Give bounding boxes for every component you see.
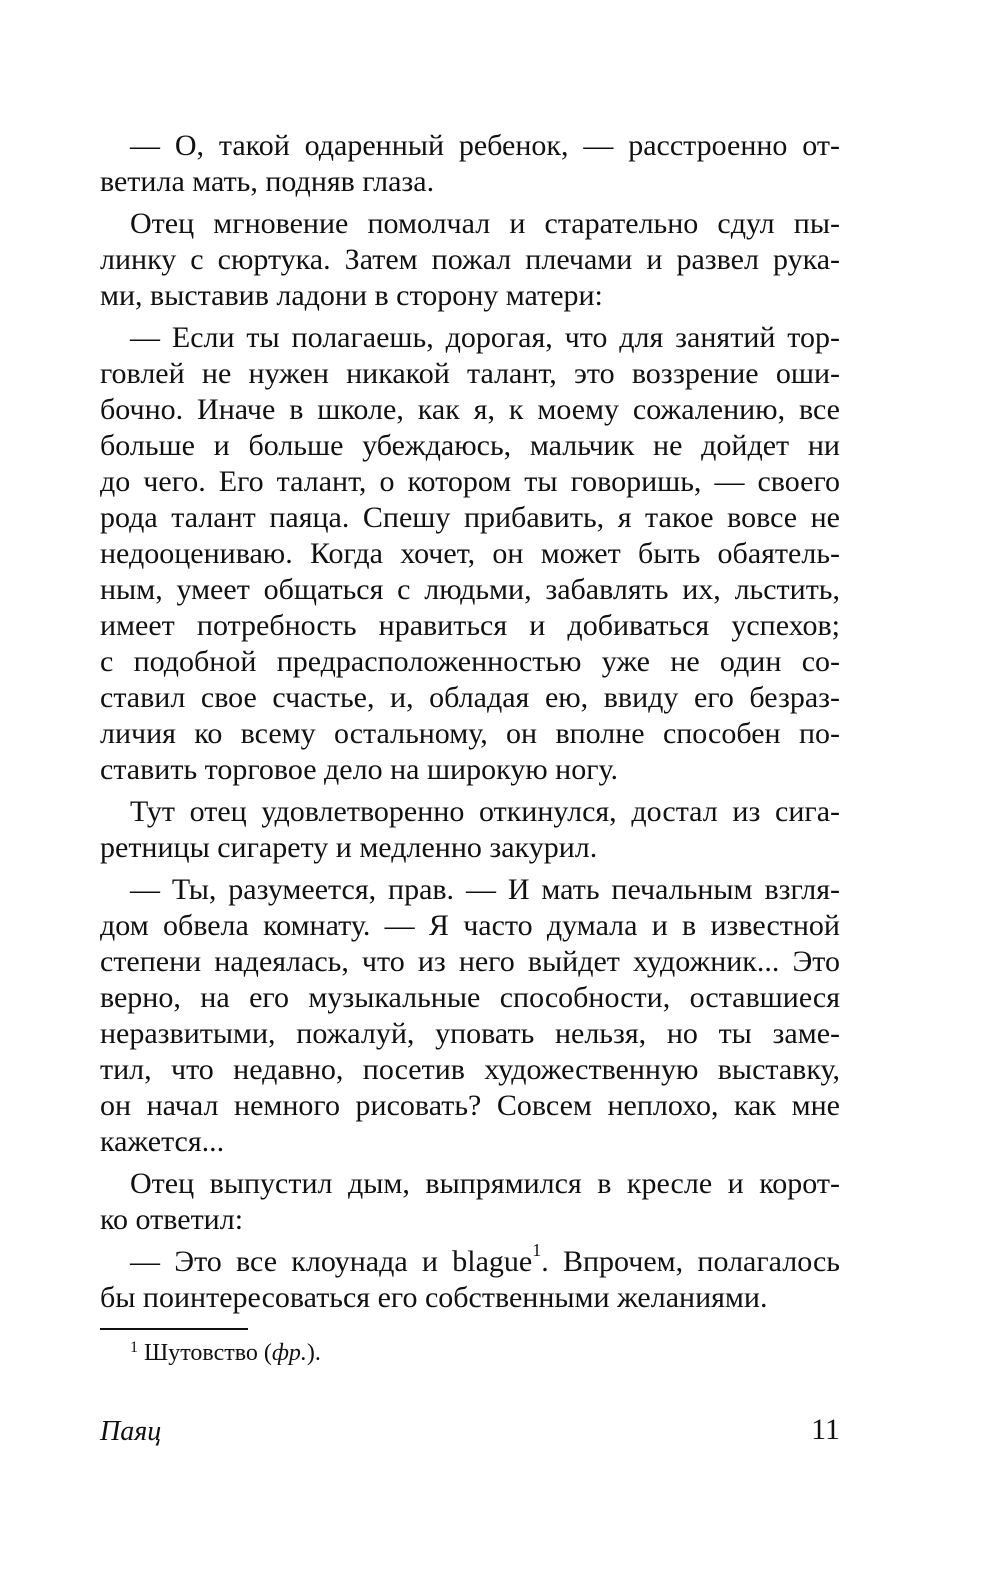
footnote-number: 1 xyxy=(130,1339,138,1356)
text-line: недооцениваю. Когда хочет, он может быть обаятель- xyxy=(100,537,840,570)
text-line: верно, на его музыкальные способности, оставшиеся xyxy=(100,981,840,1014)
text-line: Тут отец удовлетворенно откинулся, достал из сига- xyxy=(130,795,840,828)
paragraph-p3 xyxy=(100,320,840,788)
text-line: личия ко всему остальному, он вполне способен по- xyxy=(100,717,840,750)
text-line: неразвитыми, пожалуй, уповать нельзя, но ты заме- xyxy=(100,1017,840,1050)
body-text xyxy=(100,128,840,1316)
paragraph-p2 xyxy=(100,206,840,314)
text-line: бочно. Иначе в школе, как я, к моему сожалению, все xyxy=(100,393,840,426)
text-line: имеет потребность нравиться и добиваться успехов; xyxy=(100,609,840,642)
page-number: 11 xyxy=(811,1413,840,1446)
text-line: рода талант паяца. Спешу прибавить, я такое вовсе не xyxy=(100,501,840,534)
running-footer-title: Паяц xyxy=(100,1416,162,1447)
text-line: линку с сюртука. Затем пожал плечами и развел рука- xyxy=(100,243,840,276)
text-line: ретницы сигарету и медленно закурил. xyxy=(100,831,598,864)
text-line: бы поинтересоваться его собственными желаниями. xyxy=(100,1281,768,1314)
text-line: ко ответил: xyxy=(100,1203,244,1236)
text-line: — О, такой одаренный ребенок, — расстроенно от- xyxy=(130,129,840,162)
text-line: ставить торговое дело на широкую ногу. xyxy=(100,753,619,786)
text-line: ми, выставив ладони в сторону матери: xyxy=(100,279,603,312)
footnote-separator xyxy=(100,1328,248,1330)
text-line: Отец мгновение помолчал и старательно сдул пы- xyxy=(130,207,840,240)
paragraph-p5 xyxy=(100,872,840,1160)
text-line: кажется... xyxy=(100,1125,225,1158)
text-line: — Если ты полагаешь, дорогая, что для занятий тор- xyxy=(130,321,840,354)
text-line: степени надеялась, что из него выйдет художник... Это xyxy=(100,945,840,978)
text-line: ветила мать, подняв глаза. xyxy=(100,165,435,198)
text-line: говлей не нужен никакой талант, это воззрение оши- xyxy=(100,357,840,390)
text-line: Отец выпустил дым, выпрямился в кресле и корот- xyxy=(130,1167,840,1200)
text-line: с подобной предрасположенностью уже не один со- xyxy=(100,645,840,678)
paragraph-p1 xyxy=(100,128,840,200)
text-line: ным, умеет общаться с людьми, забавлять их, льстить, xyxy=(100,573,840,606)
text-line: он начал немного рисовать? Совсем неплохо, как мне xyxy=(100,1089,840,1122)
paragraph-p6 xyxy=(100,1166,840,1238)
footnote: $^1$ Шутовство (фр.). xyxy=(130,1339,321,1366)
paragraph-p7 xyxy=(100,1240,840,1316)
text-line: тил, что недавно, посетив художественную выставку, xyxy=(100,1053,840,1086)
paragraph-p4 xyxy=(100,794,840,866)
text-line: ставил свое счастье, и, обладая ею, ввиду его безраз- xyxy=(100,681,840,714)
text-line: больше и больше убеждаюсь, мальчик не дойдет ни xyxy=(100,429,840,462)
text-line: — Ты, разумеется, прав. — И мать печальным взгля- xyxy=(130,873,840,906)
text-line: до чего. Его талант, о котором ты говоришь, — своего xyxy=(100,465,840,498)
text-line: дом обвела комнату. — Я часто думала и в известной xyxy=(100,909,840,942)
text-line: — Это все клоунада и blague$^1$. Впрочем, полагалось xyxy=(130,1240,840,1278)
footnote-ref: 1 xyxy=(532,1240,542,1260)
